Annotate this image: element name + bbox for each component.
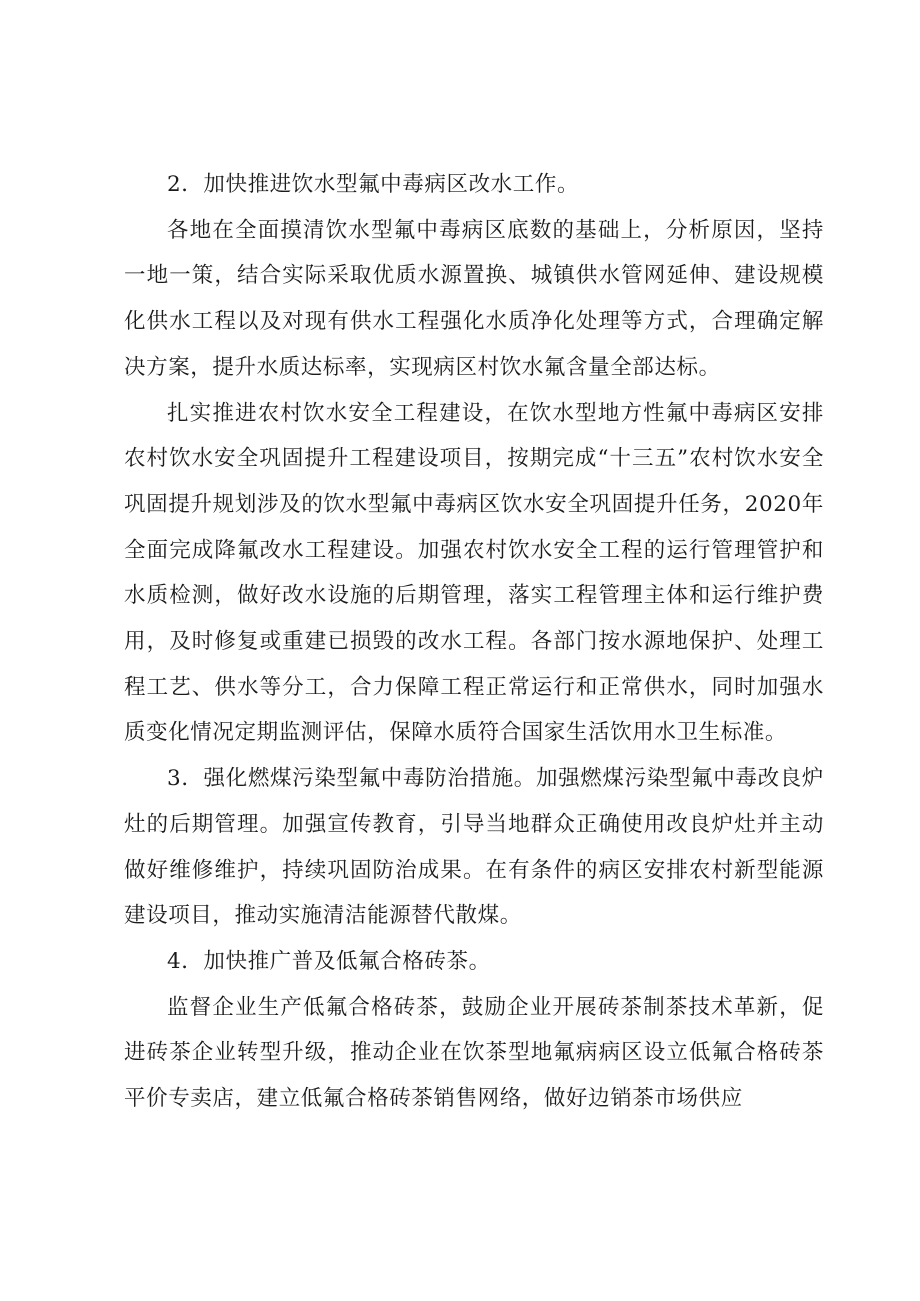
heading-2-water-improvement: 2．加快推进饮水型氟中毒病区改水工作。 (167, 172, 580, 197)
paragraph-rural-water-safety: 扎实推进农村饮水安全工程建设，在饮水型地方性氟中毒病区安排农村饮水安全巩固提升工程建设项目，按期完成“十三五”农村饮水安全巩固提升规划涉及的饮水型氟中毒病区饮水安全巩固提升任务，2020年全面完成降氟改水工程建设。加强农村饮水安全工程的运行管理管护和水质检测，做好改水设施的后期管理，落实工程管理主体和运行维护费用，及时修复或重建已损毁的改水工程。各部门按水源地保护、处理工程工艺、供水等分工，合力保障工程正常运行和正常供水，同时加强水质变化情况定期监测评估，保障水质符合国家生活饮用水卫生标准。 (124, 400, 824, 746)
heading-4-low-fluoride-brick-tea: 4．加快推广普及低氟合格砖茶。 (167, 948, 491, 974)
paragraph-3-coal-pollution-measures: 3．强化燃煤污染型氟中毒防治措施。加强燃煤污染型氟中毒改良炉灶的后期管理。加强宣传教育，引导当地群众正确使用改良炉灶并主动做好维修维护，持续巩固防治成果。在有条件的病区安排农村新型能源建设项目，推动实施清洁能源替代散煤。 (124, 766, 824, 929)
document-body (124, 162, 824, 1122)
paragraph-brick-tea-supervision: 监督企业生产低氟合格砖茶，鼓励企业开展砖茶制茶技术革新，促进砖茶企业转型升级，推动企业在饮茶型地氟病病区设立低氟合格砖茶平价专卖店，建立低氟合格砖茶销售网络，做好边销茶市场供应 (124, 994, 824, 1112)
paragraph-water-source-solutions: 各地在全面摸清饮水型氟中毒病区底数的基础上，分析原因，坚持一地一策，结合实际采取优质水源置换、城镇供水管网延伸、建设规模化供水工程以及对现有供水工程强化水质净化处理等方式，合理确定解决方案，提升水质达标率，实现病区村饮水氟含量全部达标。 (124, 217, 824, 380)
